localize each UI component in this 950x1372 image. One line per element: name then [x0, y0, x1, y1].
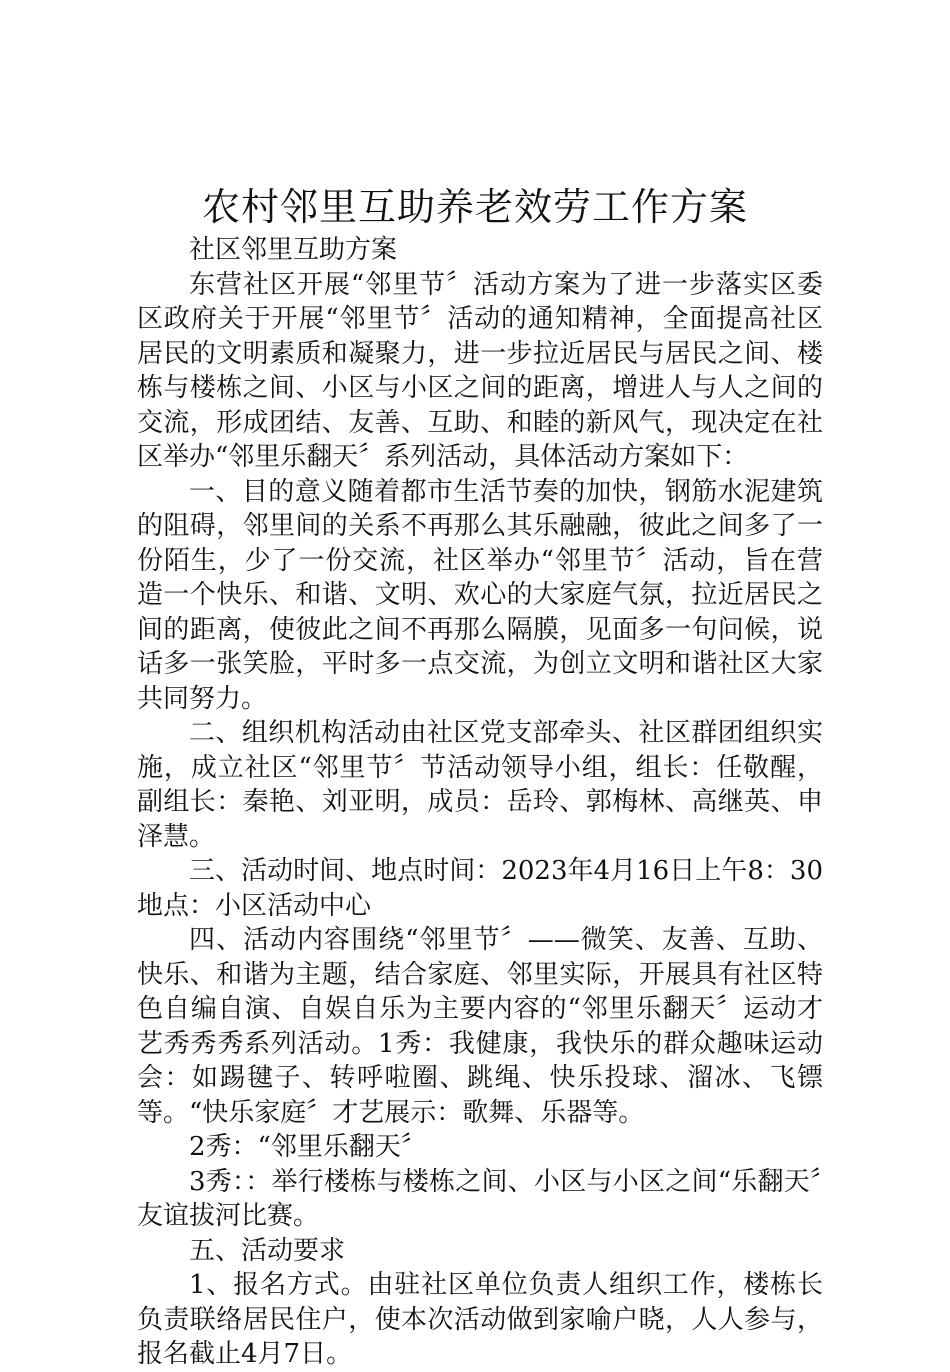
document-body — [137, 233, 823, 1372]
paragraph-registration: 1、报名方式。由驻社区单位负责人组织工作，楼栋长负责联络居民住户，使本次活动做到家喻户晓，人人参与，报名截止4月7日。 — [137, 1270, 823, 1369]
paragraph-intro: 东营社区开展“邻里节〞活动方案为了进一步落实区委区政府关于开展“邻里节〞活动的通知精神，全面提高社区居民的文明素质和凝聚力，进一步拉近居民与居民之间、楼栋与楼栋之间、小区与小区之间的距离，增进人与人之间的交流，形成团结、友善、互助、和睦的新风气，现决定在社区举办“邻里乐翻天〞系列活动，具体活动方案如下： — [137, 269, 823, 472]
paragraph-show-2: 2秀：“邻里乐翻天〞 — [189, 1132, 427, 1162]
paragraph-content: 四、活动内容围绕“邻里节〞——微笑、友善、互助、快乐、和谐为主题，结合家庭、邻里实际，开展具有社区特色自编自演、自娱自乐为主要内容的“邻里乐翻天〞运动才艺秀秀秀系列活动。1秀：我健康，我快乐的群众趣味运动会：如踢毽子、转呼啦圈、跳绳、快乐投球、溜冰、飞镖等。“快乐家庭〞才艺展示：歌舞、乐器等。 — [137, 925, 823, 1128]
paragraph-purpose: 一、目的意义随着都市生活节奏的加快，钢筋水泥建筑的阻碍，邻里间的关系不再那么其乐融融，彼此之间多了一份陌生，少了一份交流，社区举办“邻里节〞活动，旨在营造一个快乐、和谐、文明、欢心的大家庭气氛，拉近居民之间的距离，使彼此之间不再那么隔膜，见面多一句问候，说话多一张笑脸，平时多一点交流，为创立文明和谐社区大家共同努力。 — [137, 476, 823, 714]
paragraph-organization: 二、组织机构活动由社区党支部牵头、社区群团组织实施，成立社区“邻里节〞节活动领导小组，组长：任敬醒，副组长：秦艳、刘亚明，成员：岳玲、郭梅林、高继英、申泽慧。 — [137, 718, 823, 852]
paragraph-requirements-heading: 五、活动要求 — [189, 1235, 346, 1266]
paragraph-show-3: 3秀：：举行楼栋与楼栋之间、小区与小区之间“乐翻天〞友谊拔河比赛。 — [137, 1166, 823, 1231]
paragraph-time-place: 三、活动时间、地点时间：2023年4月16日上午8：30 地点：小区活动中心 — [137, 856, 823, 921]
paragraph-subtitle: 社区邻里互助方案 — [189, 235, 398, 265]
document-title: 农村邻里互助养老效劳工作方案 — [201, 185, 748, 229]
